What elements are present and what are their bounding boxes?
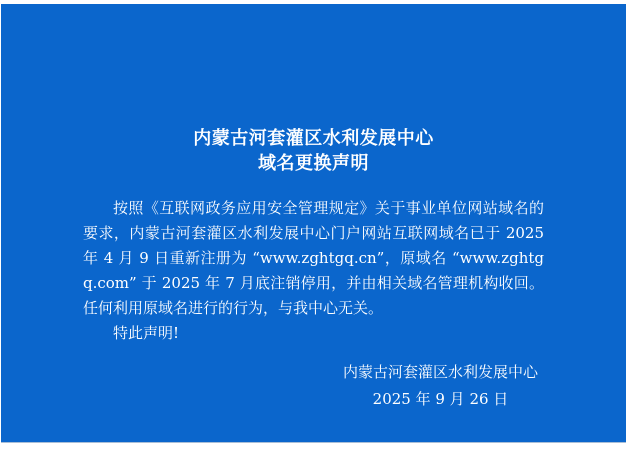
signature-block — [343, 360, 538, 412]
notice-title-line1: 内蒙古河套灌区水利发展中心 — [193, 128, 434, 149]
signature-name: 内蒙古河套灌区水利发展中心 — [342, 363, 538, 381]
notice-body — [83, 196, 544, 346]
notice-title-line2: 域名更换声明 — [258, 153, 369, 174]
notice-body-paragraph: 按照《互联网政务应用安全管理规定》关于事业单位网站域名的要求，内蒙古河套灌区水利发展中心门户网站互联网域名已于 2025 年 4 月 9 日重新注册为 “www.zghtgq.cn”，原域名 “www.zghtgq.com” 于 2025 年 7 月底注销停用，并由相关域名管理机构收回。任何利用原域名进行的行为，与我中心无关。 — [83, 199, 544, 317]
notice-title — [1, 126, 626, 176]
domain-change-notice-panel — [1, 4, 626, 443]
notice-closing: 特此声明! — [113, 324, 180, 342]
signature-date: 2025 年 9 月 26 日 — [372, 390, 509, 408]
